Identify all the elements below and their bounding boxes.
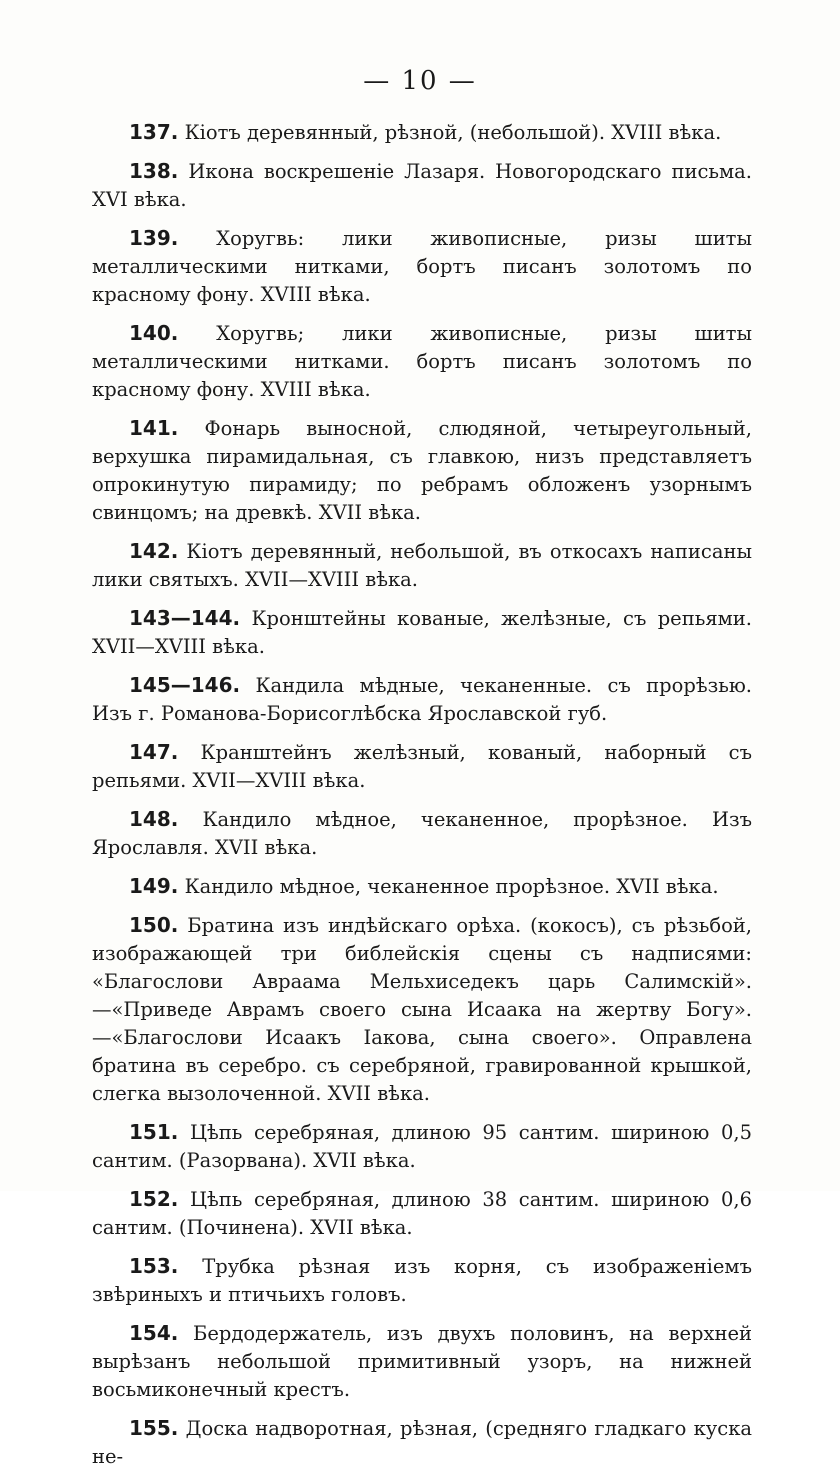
entry-number: 139. bbox=[129, 226, 179, 250]
catalog-entry bbox=[92, 1414, 752, 1471]
entry-text: Фонарь выносной, слюдяной, четыреугольный, верхушка пирамидальная, съ главкою, низъ представляетъ опрокинутую пирамиду; по ребрамъ обложенъ узорнымъ свинцомъ; на древкѣ. XVII вѣка. bbox=[92, 417, 752, 524]
entry-number: 143—144. bbox=[129, 606, 241, 630]
entry-number: 140. bbox=[129, 321, 179, 345]
entry-number: 138. bbox=[129, 159, 179, 183]
catalog-entry bbox=[92, 118, 752, 147]
catalog-entries bbox=[92, 118, 752, 1481]
entry-number: 147. bbox=[129, 740, 179, 764]
catalog-entry bbox=[92, 911, 752, 1108]
catalog-entry bbox=[92, 414, 752, 527]
entry-number: 151. bbox=[129, 1120, 179, 1144]
catalog-entry bbox=[92, 157, 752, 214]
entry-text: Кандило мѣдное, чеканенное, прорѣзное. Изъ Ярославля. XVII вѣка. bbox=[92, 808, 753, 859]
entry-number: 137. bbox=[129, 120, 179, 144]
entry-text: Кіотъ деревянный, небольшой, въ откосахъ написаны лики святыхъ. XVII—XVIII вѣка. bbox=[92, 540, 752, 591]
entry-text: Хоругвь: лики живописные, ризы шиты металлическими нитками, бортъ писанъ золотомъ по красному фону. XVIII вѣка. bbox=[92, 227, 752, 306]
entry-number: 149. bbox=[129, 874, 179, 898]
entry-text: Кранштейнъ желѣзный, кованый, наборный съ репьями. XVII—XVIII вѣка. bbox=[92, 741, 752, 792]
entry-text: Кіотъ деревянный, рѣзной, (небольшой). XVIII вѣка. bbox=[184, 121, 722, 144]
entry-number: 142. bbox=[129, 539, 179, 563]
catalog-entry bbox=[92, 872, 752, 901]
catalog-entry bbox=[92, 1118, 752, 1175]
entry-number: 153. bbox=[129, 1254, 179, 1278]
catalog-entry bbox=[92, 671, 752, 728]
entry-number: 141. bbox=[129, 416, 179, 440]
entry-text: Цѣпь серебряная, длиною 38 сантим. шириною 0,6 сантим. (Починена). XVII вѣка. bbox=[92, 1188, 752, 1239]
catalog-entry bbox=[92, 537, 752, 594]
entry-text: Кандило мѣдное, чеканенное прорѣзное. XVII вѣка. bbox=[184, 875, 719, 898]
entry-text: Кронштейны кованые, желѣзные, съ репьями. XVII—XVIII вѣка. bbox=[92, 607, 752, 658]
entry-number: 150. bbox=[129, 913, 179, 937]
catalog-entry bbox=[92, 805, 752, 862]
entry-text: Икона воскрешеніе Лазаря. Новогородскаго письма. XVI вѣка. bbox=[92, 160, 753, 211]
catalog-entry bbox=[92, 738, 752, 795]
page-number: — 10 — bbox=[363, 66, 477, 96]
catalog-entry bbox=[92, 1185, 752, 1242]
entry-text: Трубка рѣзная изъ корня, съ изображеніемъ звѣриныхъ и птичьихъ головъ. bbox=[92, 1255, 752, 1306]
catalog-entry bbox=[92, 1319, 752, 1404]
catalog-entry bbox=[92, 224, 752, 309]
entry-number: 148. bbox=[129, 807, 179, 831]
entry-number: 152. bbox=[129, 1187, 179, 1211]
entry-text: Бердодержатель, изъ двухъ половинъ, на верхней вырѣзанъ небольшой примитивный узоръ, на нижней восьмиконечный крестъ. bbox=[92, 1322, 752, 1401]
entry-text: Хоругвь; лики живописные, ризы шиты металлическими нитками. бортъ писанъ золотомъ по красному фону. XVIII вѣка. bbox=[92, 322, 752, 401]
entry-text: Цѣпь серебряная, длиною 95 сантим. шириною 0,5 сантим. (Разорвана). XVII вѣка. bbox=[92, 1121, 752, 1172]
entry-number: 155. bbox=[129, 1416, 179, 1440]
catalog-entry bbox=[92, 319, 752, 404]
entry-text: Братина изъ индѣйскаго орѣха. (кокосъ), съ рѣзьбой, изображающей три библейскія сцены съ надписями: «Благослови Авраама Мельхиседекъ царь Салимскій».—«Приведе Аврамъ своего сына Исаака на жертву Богу».—«Благослови Исаакъ Іакова, сына своего». Оправлена братина въ серебро. съ серебряной, гравированной крышкой, слегка вызолоченной. XVII вѣка. bbox=[92, 914, 752, 1105]
catalog-entry bbox=[92, 604, 752, 661]
entry-text: Доска надворотная, рѣзная, (средняго гладкаго куска не- bbox=[92, 1417, 753, 1468]
entry-text: Кандила мѣдные, чеканенные. съ прорѣзью. Изъ г. Романова-Борисоглѣбска Ярославской губ. bbox=[92, 674, 753, 725]
entry-number: 145—146. bbox=[129, 673, 241, 697]
entry-number: 154. bbox=[129, 1321, 179, 1345]
catalog-entry bbox=[92, 1252, 752, 1309]
